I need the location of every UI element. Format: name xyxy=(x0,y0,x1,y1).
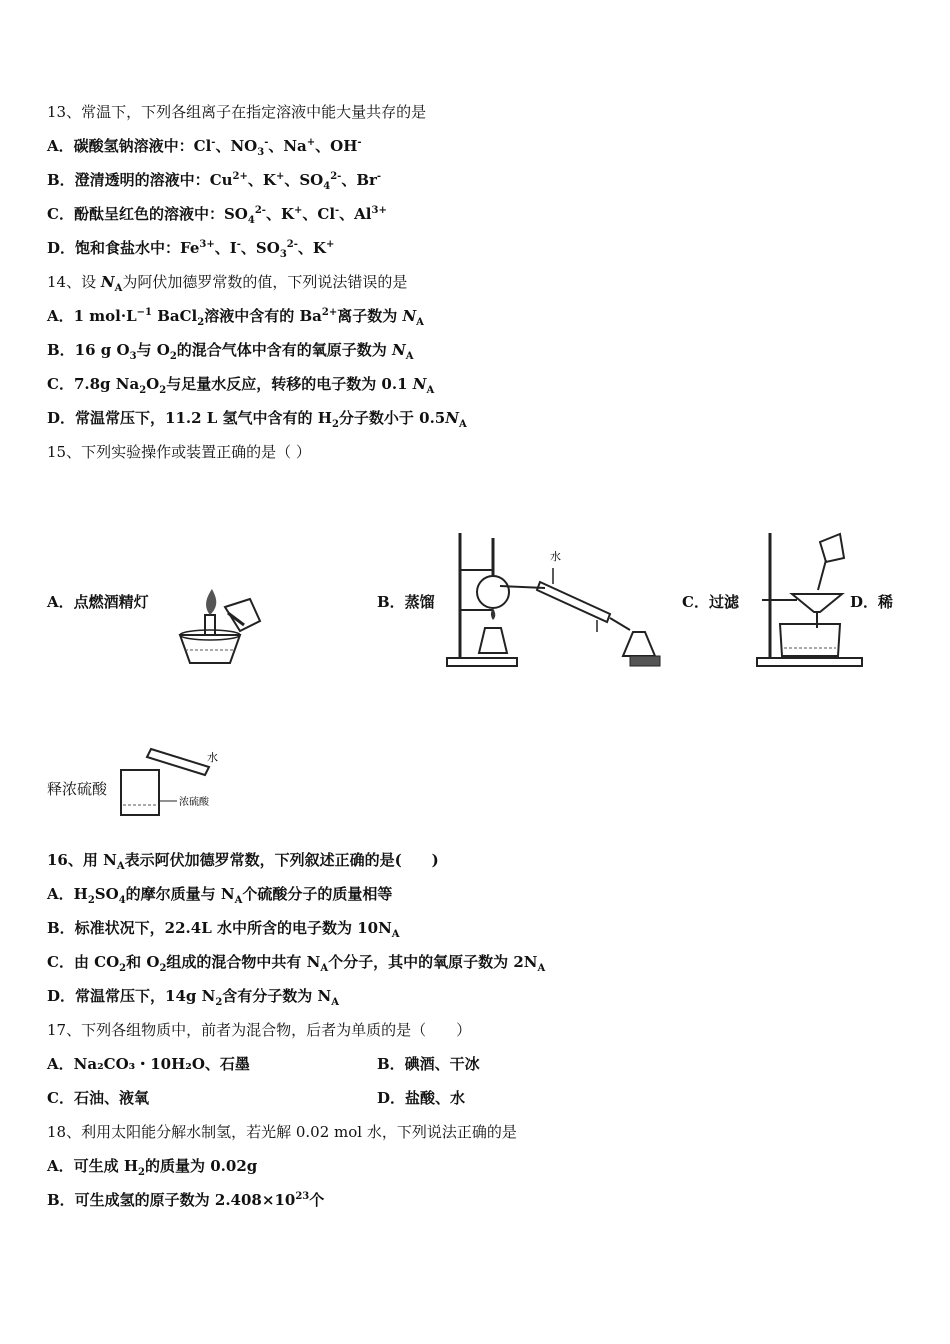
q17-option-a: A．Na₂CO₃・10H₂O、石墨 xyxy=(47,1055,250,1073)
q17-stem: 17、下列各组物质中，前者为混合物，后者为单质的是（ ） xyxy=(47,1021,472,1039)
q15-option-b: B．蒸馏 xyxy=(377,593,435,611)
q18-option-b: B．可生成氢的原子数为 $2.408\times 10^{23}$个 xyxy=(47,1191,325,1209)
q13-option-a: A．碳酸氢钠溶液中：Cl-、$NO_3^-$、Na+、OH- xyxy=(47,137,362,158)
condenser-water-label: 水 xyxy=(550,550,561,563)
q16-option-a: A．$H_2SO_4$的摩尔质量与 $N_A$个硫酸分子的质量相等 xyxy=(47,885,393,906)
q14-option-b: B．16 g $O_3$与 $O_2$的混合气体中含有的氧原子数为 $N_A$ xyxy=(47,341,414,362)
figure-acid-label: 浓硫酸 xyxy=(179,797,209,808)
q15-option-c: C．过滤 xyxy=(682,593,739,611)
q15-option-d-continued: 释浓硫酸 xyxy=(47,780,108,798)
q14-option-d: D．常温常压下，11.2 L 氢气中含有的 $H_2$分子数小于 $0.5N_A$ xyxy=(47,409,467,430)
q17-option-b: B．碘酒、干冰 xyxy=(377,1055,480,1073)
q16-option-b: B．标准状况下，22.4L 水中所含的电子数为 $10N_A$ xyxy=(47,919,400,940)
q14-stem: 14、设 $N_A$为阿伏加德罗常数的值，下列说法错误的是 xyxy=(47,273,408,294)
q14-option-c: C．7.8g $Na_2O_2$与足量水反应，转移的电子数为 0.1 $N_A$ xyxy=(47,375,435,396)
q13-option-d: D．饱和食盐水中：$Fe^{3+}$、I-、$SO_3^{2-}$、K+ xyxy=(47,239,335,260)
q13-stem xyxy=(47,102,426,122)
dilute-sulfuric-acid-figure xyxy=(115,745,225,820)
q17-option-c: C．石油、液氧 xyxy=(47,1089,149,1107)
figure-water-label: 水 xyxy=(207,751,218,764)
filtration-apparatus-figure xyxy=(752,528,864,668)
q16-option-c: C．由 $CO_2$和 $O_2$组成的混合物中共有 $N_A$个分子，其中的氧原子数为 $2N_A$ xyxy=(47,953,546,974)
q18-option-a: A．可生成 $H_2$的质量为 0.02g xyxy=(47,1157,258,1178)
distillation-apparatus-figure xyxy=(445,528,670,668)
q14-option-a: A．1 $mol\cdot L^{-1}$ BaCl$_2$溶液中含有的 $Ba^{2+}$离子数为 $N_A$ xyxy=(47,307,424,328)
q13-option-c: C．酚酞呈红色的溶液中：$SO_4^{2-}$、K+、Cl-、$Al^{3+}$ xyxy=(47,205,387,226)
q13-stem-text: 13、常温下，下列各组离子在指定溶液中能大量共存的是 xyxy=(47,103,427,121)
q13-option-b: B．澄清透明的溶液中：$Cu^{2+}$、K+、$SO_4^{2-}$、Br- xyxy=(47,171,382,192)
alcohol-lamp-figure xyxy=(160,585,265,670)
q15-option-a: A．点燃酒精灯 xyxy=(47,593,149,611)
q18-stem: 18、利用太阳能分解水制氢，若光解 0.02 mol 水，下列说法正确的是 xyxy=(47,1123,517,1141)
q15-stem: 15、下列实验操作或装置正确的是（ ） xyxy=(47,443,311,461)
q15-option-d: D．稀 xyxy=(850,593,894,611)
q16-option-d: D．常温常压下，14g $N_2$含有分子数为 $N_A$ xyxy=(47,987,339,1008)
q16-stem: 16、用 $N_A$表示阿伏加德罗常数，下列叙述正确的是( ) xyxy=(47,851,439,872)
q17-option-d: D．盐酸、水 xyxy=(377,1089,466,1107)
